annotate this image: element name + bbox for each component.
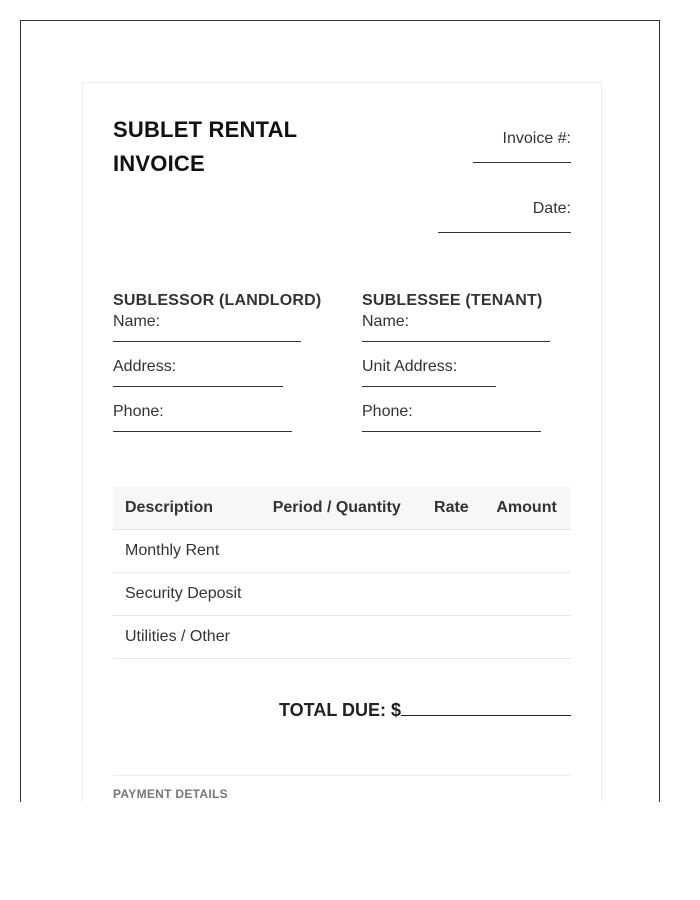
sublessor-phone-label: Phone:	[113, 403, 164, 420]
sublessee-unit-address-field[interactable]	[362, 386, 496, 387]
sublessee-section	[362, 291, 577, 446]
row-period-cell[interactable]	[261, 616, 421, 659]
sublessor-phone-field[interactable]	[113, 431, 292, 432]
sublessee-unit-address-label: Unit Address:	[362, 358, 458, 375]
invoice-number-field[interactable]	[473, 162, 571, 163]
row-rate-cell[interactable]	[421, 573, 483, 616]
table-row	[113, 530, 571, 573]
section-divider	[113, 775, 571, 776]
row-description: Utilities / Other	[113, 616, 261, 659]
row-rate-cell[interactable]	[421, 530, 483, 573]
invoice-title: SUBLET RENTAL INVOICE	[113, 117, 297, 176]
row-rate-cell[interactable]	[421, 616, 483, 659]
invoice-card	[82, 82, 602, 802]
sublessee-phone-label: Phone:	[362, 403, 413, 420]
total-due	[279, 699, 571, 721]
row-period-cell[interactable]	[261, 573, 421, 616]
column-header-description: Description	[113, 487, 261, 530]
row-description: Security Deposit	[113, 573, 261, 616]
row-period-cell[interactable]	[261, 530, 421, 573]
line-items-table	[113, 487, 571, 659]
sublessor-address-label: Address:	[113, 358, 177, 375]
sublessor-heading: SUBLESSOR (LANDLORD)	[113, 292, 322, 309]
sublessee-name-field[interactable]	[362, 341, 550, 342]
row-amount-cell[interactable]	[482, 573, 571, 616]
total-due-field[interactable]	[401, 699, 571, 716]
sublessor-section	[113, 291, 328, 446]
table-row	[113, 616, 571, 659]
sublessee-phone-field[interactable]	[362, 431, 541, 432]
invoice-number-label: Invoice #:	[502, 130, 571, 147]
invoice-meta	[371, 128, 571, 238]
total-due-label: TOTAL DUE: $	[278, 700, 401, 720]
row-description: Monthly Rent	[113, 530, 261, 573]
sublessee-name-label: Name:	[362, 313, 410, 330]
table-header-row	[113, 487, 571, 530]
payment-details-heading: PAYMENT DETAILS	[113, 787, 228, 801]
row-amount-cell[interactable]	[482, 530, 571, 573]
sublessor-address-field[interactable]	[113, 386, 283, 387]
date-label: Date:	[532, 200, 571, 217]
row-amount-cell[interactable]	[482, 616, 571, 659]
column-header-amount: Amount	[482, 487, 571, 530]
sublessee-heading: SUBLESSEE (TENANT)	[362, 292, 543, 309]
table-row	[113, 573, 571, 616]
sublessor-name-label: Name:	[113, 313, 161, 330]
column-header-period: Period / Quantity	[261, 487, 421, 530]
column-header-rate: Rate	[421, 487, 483, 530]
sublessor-name-field[interactable]	[113, 341, 301, 342]
page-frame	[20, 20, 660, 802]
date-field[interactable]	[438, 232, 571, 233]
